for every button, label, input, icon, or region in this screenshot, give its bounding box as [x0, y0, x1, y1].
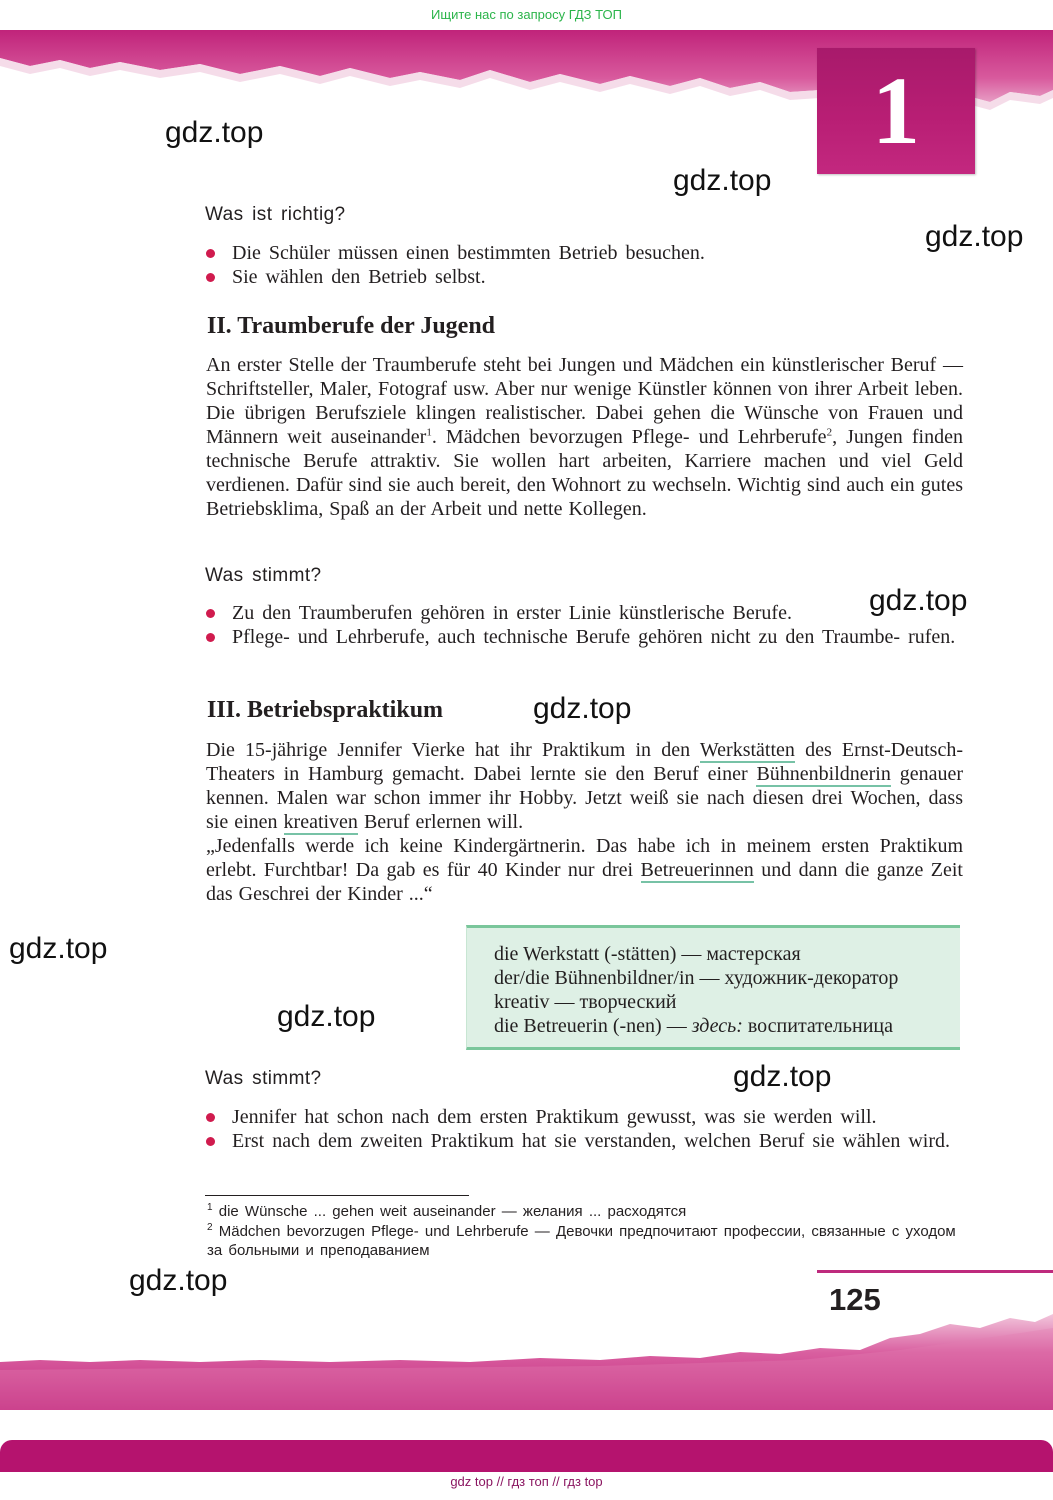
footnote: $^2$ Mädchen bevorzugen Pflege- und Lehrberufe — Девочки предпочитают профессии, связанные с уходом за больными и преподаванием — [207, 1222, 956, 1259]
watermark: gdz.top — [129, 1264, 228, 1297]
vocab-entry: der/die Bühnenbildner/in — художник-декоратор — [494, 967, 899, 989]
page-number: 125 — [829, 1282, 881, 1317]
statement-list — [205, 241, 965, 289]
section-heading: III. Betriebspraktikum — [207, 697, 444, 723]
page-number-rule — [817, 1270, 1053, 1273]
list-item: Pflege- und Lehrberufe, auch technische Berufe gehören nicht zu den Traumbe- rufen. — [205, 625, 965, 649]
list-item: Die Schüler müssen einen bestimmten Betrieb besuchen. — [205, 241, 965, 265]
footnote: $^1$ die Wünsche ... gehen weit auseinander — желания ... расходятся — [207, 1202, 687, 1220]
section-heading: II. Traumberufe der Jugend — [207, 313, 496, 339]
footnote-ref: 1 — [426, 426, 432, 439]
vocab-word: Werkstätten — [699, 739, 795, 761]
list-item: Jennifer hat schon nach dem ersten Praktikum gewusst, was sie werden will. — [205, 1105, 965, 1129]
footnote-divider — [205, 1195, 469, 1196]
vocab-entry: die Werkstatt (-stätten) — мастерская — [494, 943, 801, 965]
watermark: gdz.top — [9, 932, 108, 965]
watermark: gdz.top — [533, 692, 632, 725]
search-hint: Ищите нас по запросу ГДЗ ТОП — [431, 7, 622, 22]
vocabulary-box — [466, 925, 960, 1050]
statement-list — [205, 1105, 965, 1153]
question-was-ist-richtig: Was ist richtig? — [205, 204, 346, 225]
question-was-stimmt: Was stimmt? — [205, 565, 322, 586]
watermark: gdz.top — [733, 1060, 832, 1093]
footer-bar — [0, 1440, 1053, 1472]
vocab-word: Betreuerinnen — [640, 859, 754, 881]
list-item: Sie wählen den Betrieb selbst. — [205, 265, 965, 289]
paragraph-traumberufe: An erster Stelle der Traumberufe steht bei Jungen und Mädchen ein künstlerischer Beruf — Schriftsteller, Maler, Fotograf usw. Aber nur wenige Künstler können von ihrer Arbeit leben. Die übrigen Berufsziele klingen realistischer. Dabei gehen die Wünsche von Frauen und Männern weit auseinander$^1$. Mädchen bevorzugen Pflege- und Lehrberufe$^2$, Jungen finden technische Berufe attraktiv. Sie wollen hart arbeiten, Karriere machen und viel Geld verdienen. Dafür sind sie auch bereit, den Wohnort zu wechseln. Wichtig sind auch ein gutes Betriebsklima, Spaß an der Arbeit und nette Kollegen. — [206, 354, 963, 520]
bullet-icon — [206, 249, 215, 258]
watermark: gdz.top — [869, 584, 968, 617]
vocab-entry: kreativ — творческий — [494, 991, 677, 1013]
watermark: gdz.top — [165, 116, 264, 149]
bullet-icon — [206, 1113, 215, 1122]
footer-band — [0, 1310, 1053, 1410]
question-was-stimmt: Was stimmt? — [205, 1068, 322, 1089]
bullet-icon — [206, 1137, 215, 1146]
bullet-icon — [206, 633, 215, 642]
paragraph-betriebspraktikum: Die 15-jährige Jennifer Vierke hat ihr Praktikum in den Werkstätten des Ernst-Deutsch-Theaters in Hamburg gemacht. Dabei lernte sie den Beruf einer Bühnenbildnerin genauer kennen. Malen war schon immer ihr Hobby. Jetzt weiß sie nach diesen drei Wochen, dass sie einen kreativen Beruf erlernen will. „Jedenfalls werde ich keine Kindergärtnerin. Das habe ich in meinem ersten Praktikum erlebt. Furchtbar! Da gab es für 40 Kinder nur drei Betreuerinnen und dann die ganze Zeit das Geschrei der Kinder ...“ — [206, 739, 964, 905]
vocab-word: Bühnenbildnerin — [756, 763, 891, 785]
statement-list — [205, 601, 965, 649]
watermark: gdz.top — [673, 164, 772, 197]
vocab-entry: die Betreuerin (-nen) — здесь: воспитательница — [494, 1015, 893, 1037]
chapter-number-badge: 1 — [817, 48, 975, 174]
footnote-ref: 2 — [826, 426, 833, 439]
watermark: gdz.top — [925, 220, 1024, 253]
bullet-icon — [206, 273, 215, 282]
bullet-icon — [206, 609, 215, 618]
list-item: Zu den Traumberufen gehören in erster Linie künstlerische Berufe. — [205, 601, 965, 625]
footer-links[interactable]: gdz top // гдз топ // гдз top — [450, 1474, 603, 1489]
vocab-word: kreativen — [283, 811, 358, 833]
list-item: Erst nach dem zweiten Praktikum hat sie verstanden, welchen Beruf sie wählen wird. — [205, 1129, 965, 1153]
watermark: gdz.top — [277, 1000, 376, 1033]
